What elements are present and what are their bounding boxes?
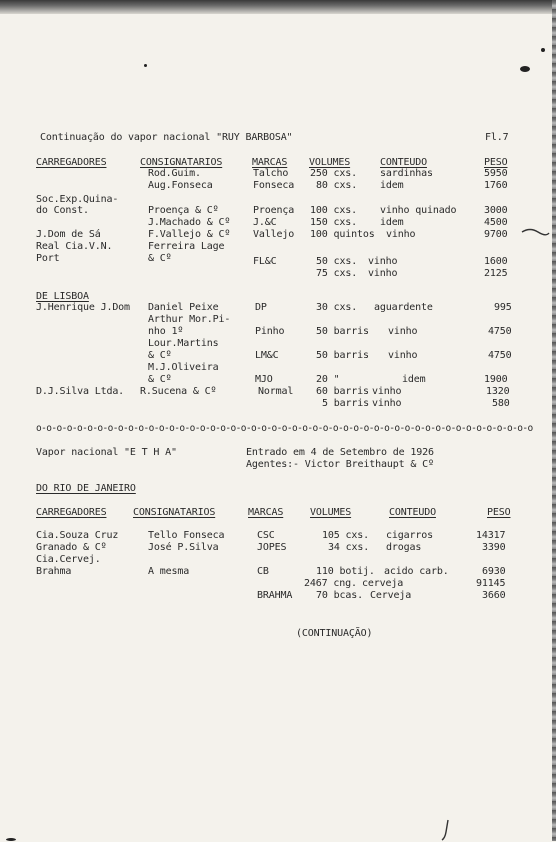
row-marca: DP xyxy=(255,302,267,313)
row-marca: Talcho xyxy=(253,168,289,179)
row-volume: 70 bcas. xyxy=(316,590,363,601)
row-volume: 100 cxs. xyxy=(310,205,357,216)
row-carregador: Soc.Exp.Quina- xyxy=(36,194,119,205)
row-peso: 1320 xyxy=(486,386,510,397)
row-marca: BRAHMA xyxy=(257,590,293,601)
row-conteudo: aguardente xyxy=(374,302,433,313)
row-consignatario: nho 1º xyxy=(148,326,184,337)
col-consignatarios: CONSIGNATARIOS xyxy=(133,507,216,518)
row-consignatario: José P.Silva xyxy=(148,542,219,553)
row-marca: CB xyxy=(257,566,269,577)
row-marca: LM&C xyxy=(255,350,279,361)
row-volume: 30 cxs. xyxy=(316,302,358,313)
row-consignatario: J.Machado & Cº xyxy=(148,217,231,228)
row-conteudo: idem xyxy=(380,217,404,228)
row-peso: 1600 xyxy=(484,256,508,267)
row-volume: 100 quintos xyxy=(310,229,375,240)
row-conteudo: vinho xyxy=(386,229,416,240)
scan-speck xyxy=(520,66,530,72)
row-consignatario: Lour.Martins xyxy=(148,338,219,349)
col-carregadores: CARREGADORES xyxy=(36,157,107,168)
row-consignatario: M.J.Oliveira xyxy=(148,362,219,373)
continuation-note: (CONTINUAÇÃO) xyxy=(296,628,373,639)
row-marca: Proença xyxy=(253,205,295,216)
folio-number: Fl.7 xyxy=(485,132,509,143)
row-peso: 3390 xyxy=(482,542,506,553)
row-volume: 250 cxs. xyxy=(310,168,357,179)
row-marca: CSC xyxy=(257,530,275,541)
row-consignatario: Aug.Fonseca xyxy=(148,180,213,191)
row-volume: 34 cxs. xyxy=(328,542,370,553)
row-volume: 110 botij. xyxy=(316,566,375,577)
row-carregador: Granado & Cº xyxy=(36,542,107,553)
row-consignatario: F.Vallejo & Cº xyxy=(148,229,231,240)
row-conteudo: drogas xyxy=(386,542,422,553)
row-volume: 20 " xyxy=(316,374,340,385)
section-divider: o-o-o-o-o-o-o-o-o-o-o-o-o-o-o-o-o-o-o-o-o-o-o-o-o-o-o-o-o-o-o-o-o-o-o-o-o-o-o-o-o-o-o-o-o-o-o-o-o xyxy=(36,423,533,434)
row-peso: 2125 xyxy=(484,268,508,279)
row-consignatario: Arthur Mor.Pi- xyxy=(148,314,231,325)
row-peso: 5950 xyxy=(484,168,508,179)
row-carregador: Cia.Cervej. xyxy=(36,554,101,565)
row-marca: JOPES xyxy=(257,542,287,553)
vapor-title: Vapor nacional "E T H A" xyxy=(36,447,177,458)
row-carregador: Cia.Souza Cruz xyxy=(36,530,119,541)
row-carregador: do Const. xyxy=(36,205,89,216)
row-carregador: Brahma xyxy=(36,566,72,577)
pen-mark xyxy=(438,818,458,842)
row-peso: 4750 xyxy=(488,326,512,337)
row-peso: 3660 xyxy=(482,590,506,601)
row-volume: 5 barris xyxy=(322,398,369,409)
row-consignatario: R.Sucena & Cº xyxy=(140,386,217,397)
col-marcas: MARCAS xyxy=(252,157,288,168)
col-peso: PESO xyxy=(484,157,508,168)
row-peso: 1900 xyxy=(484,374,508,385)
row-peso: 3000 xyxy=(484,205,508,216)
row-consignatario: Daniel Peixe xyxy=(148,302,219,313)
document-title: Continuação do vapor nacional "RUY BARBOSA" xyxy=(40,132,293,143)
scan-speck xyxy=(541,48,545,52)
row-marca: FL&C xyxy=(253,256,277,267)
row-conteudo: Cerveja xyxy=(370,590,412,601)
row-volume: 80 cxs. xyxy=(316,180,358,191)
col-volumes: VOLUMES xyxy=(309,157,351,168)
row-peso: 4500 xyxy=(484,217,508,228)
row-peso: 4750 xyxy=(488,350,512,361)
section-heading-rio: DO RIO DE JANEIRO xyxy=(36,483,136,494)
col-marcas: MARCAS xyxy=(248,507,284,518)
row-conteudo: idem xyxy=(380,180,404,191)
row-consignatario: A mesma xyxy=(148,566,190,577)
row-volume: 60 barris xyxy=(316,386,369,397)
row-peso: 91145 xyxy=(476,578,506,589)
row-consignatario: Proença & Cº xyxy=(148,205,219,216)
row-marca: Vallejo xyxy=(253,229,295,240)
row-conteudo: acido carb. xyxy=(384,566,449,577)
row-consignatario: Ferreira Lage xyxy=(148,241,225,252)
arrival-date: Entrado em 4 de Setembro de 1926 xyxy=(246,447,434,458)
row-peso: 6930 xyxy=(482,566,506,577)
col-peso: PESO xyxy=(487,507,511,518)
row-conteudo: vinho quinado xyxy=(380,205,457,216)
section-heading-lisboa: DE LISBOA xyxy=(36,291,89,302)
row-conteudo: vinho xyxy=(388,326,418,337)
row-conteudo: vinho xyxy=(368,256,398,267)
row-volume: 50 barris xyxy=(316,350,369,361)
row-conteudo: cigarros xyxy=(386,530,433,541)
col-consignatarios: CONSIGNATARIOS xyxy=(140,157,223,168)
row-carregador: Real Cia.V.N. xyxy=(36,241,113,252)
scan-top-edge xyxy=(0,0,556,14)
row-volume: 75 cxs. xyxy=(316,268,358,279)
row-conteudo: cerveja xyxy=(362,578,404,589)
row-conteudo: vinho xyxy=(388,350,418,361)
row-marca: J.&C xyxy=(253,217,277,228)
row-carregador: D.J.Silva Ltda. xyxy=(36,386,125,397)
row-carregador: Port xyxy=(36,253,60,264)
row-marca: Pinho xyxy=(255,326,285,337)
row-conteudo: idem xyxy=(402,374,426,385)
row-volume: 150 cxs. xyxy=(310,217,357,228)
row-consignatario: & Cº xyxy=(148,253,172,264)
row-marca: MJO xyxy=(255,374,273,385)
agents-line: Agentes:- Victor Breithaupt & Cº xyxy=(246,459,434,470)
row-carregador: J.Henrique J.Dom xyxy=(36,302,130,313)
row-volume: 105 cxs. xyxy=(322,530,369,541)
row-consignatario: Tello Fonseca xyxy=(148,530,225,541)
row-peso: 9700 xyxy=(484,229,508,240)
row-conteudo: vinho xyxy=(368,268,398,279)
row-conteudo: vinho xyxy=(372,398,402,409)
row-consignatario: & Cº xyxy=(148,374,172,385)
col-carregadores: CARREGADORES xyxy=(36,507,107,518)
row-peso: 580 xyxy=(492,398,510,409)
scan-right-edge xyxy=(552,0,556,841)
row-peso: 14317 xyxy=(476,530,506,541)
col-conteudo: CONTEUDO xyxy=(389,507,436,518)
col-volumes: VOLUMES xyxy=(310,507,352,518)
row-marca: Fonseca xyxy=(253,180,295,191)
row-volume: 2467 cng. xyxy=(304,578,357,589)
row-consignatario: & Cº xyxy=(148,350,172,361)
row-peso: 1760 xyxy=(484,180,508,191)
row-conteudo: vinho xyxy=(372,386,402,397)
row-volume: 50 barris xyxy=(316,326,369,337)
scan-speck xyxy=(144,64,147,67)
row-carregador: J.Dom de Sá xyxy=(36,229,101,240)
row-conteudo: sardinhas xyxy=(380,168,433,179)
row-consignatario: Rod.Guim. xyxy=(148,168,201,179)
row-marca: Normal xyxy=(258,386,294,397)
col-conteudo: CONTEUDO xyxy=(380,157,427,168)
row-peso: 995 xyxy=(494,302,512,313)
pen-mark xyxy=(520,226,550,238)
row-volume: 50 cxs. xyxy=(316,256,358,267)
